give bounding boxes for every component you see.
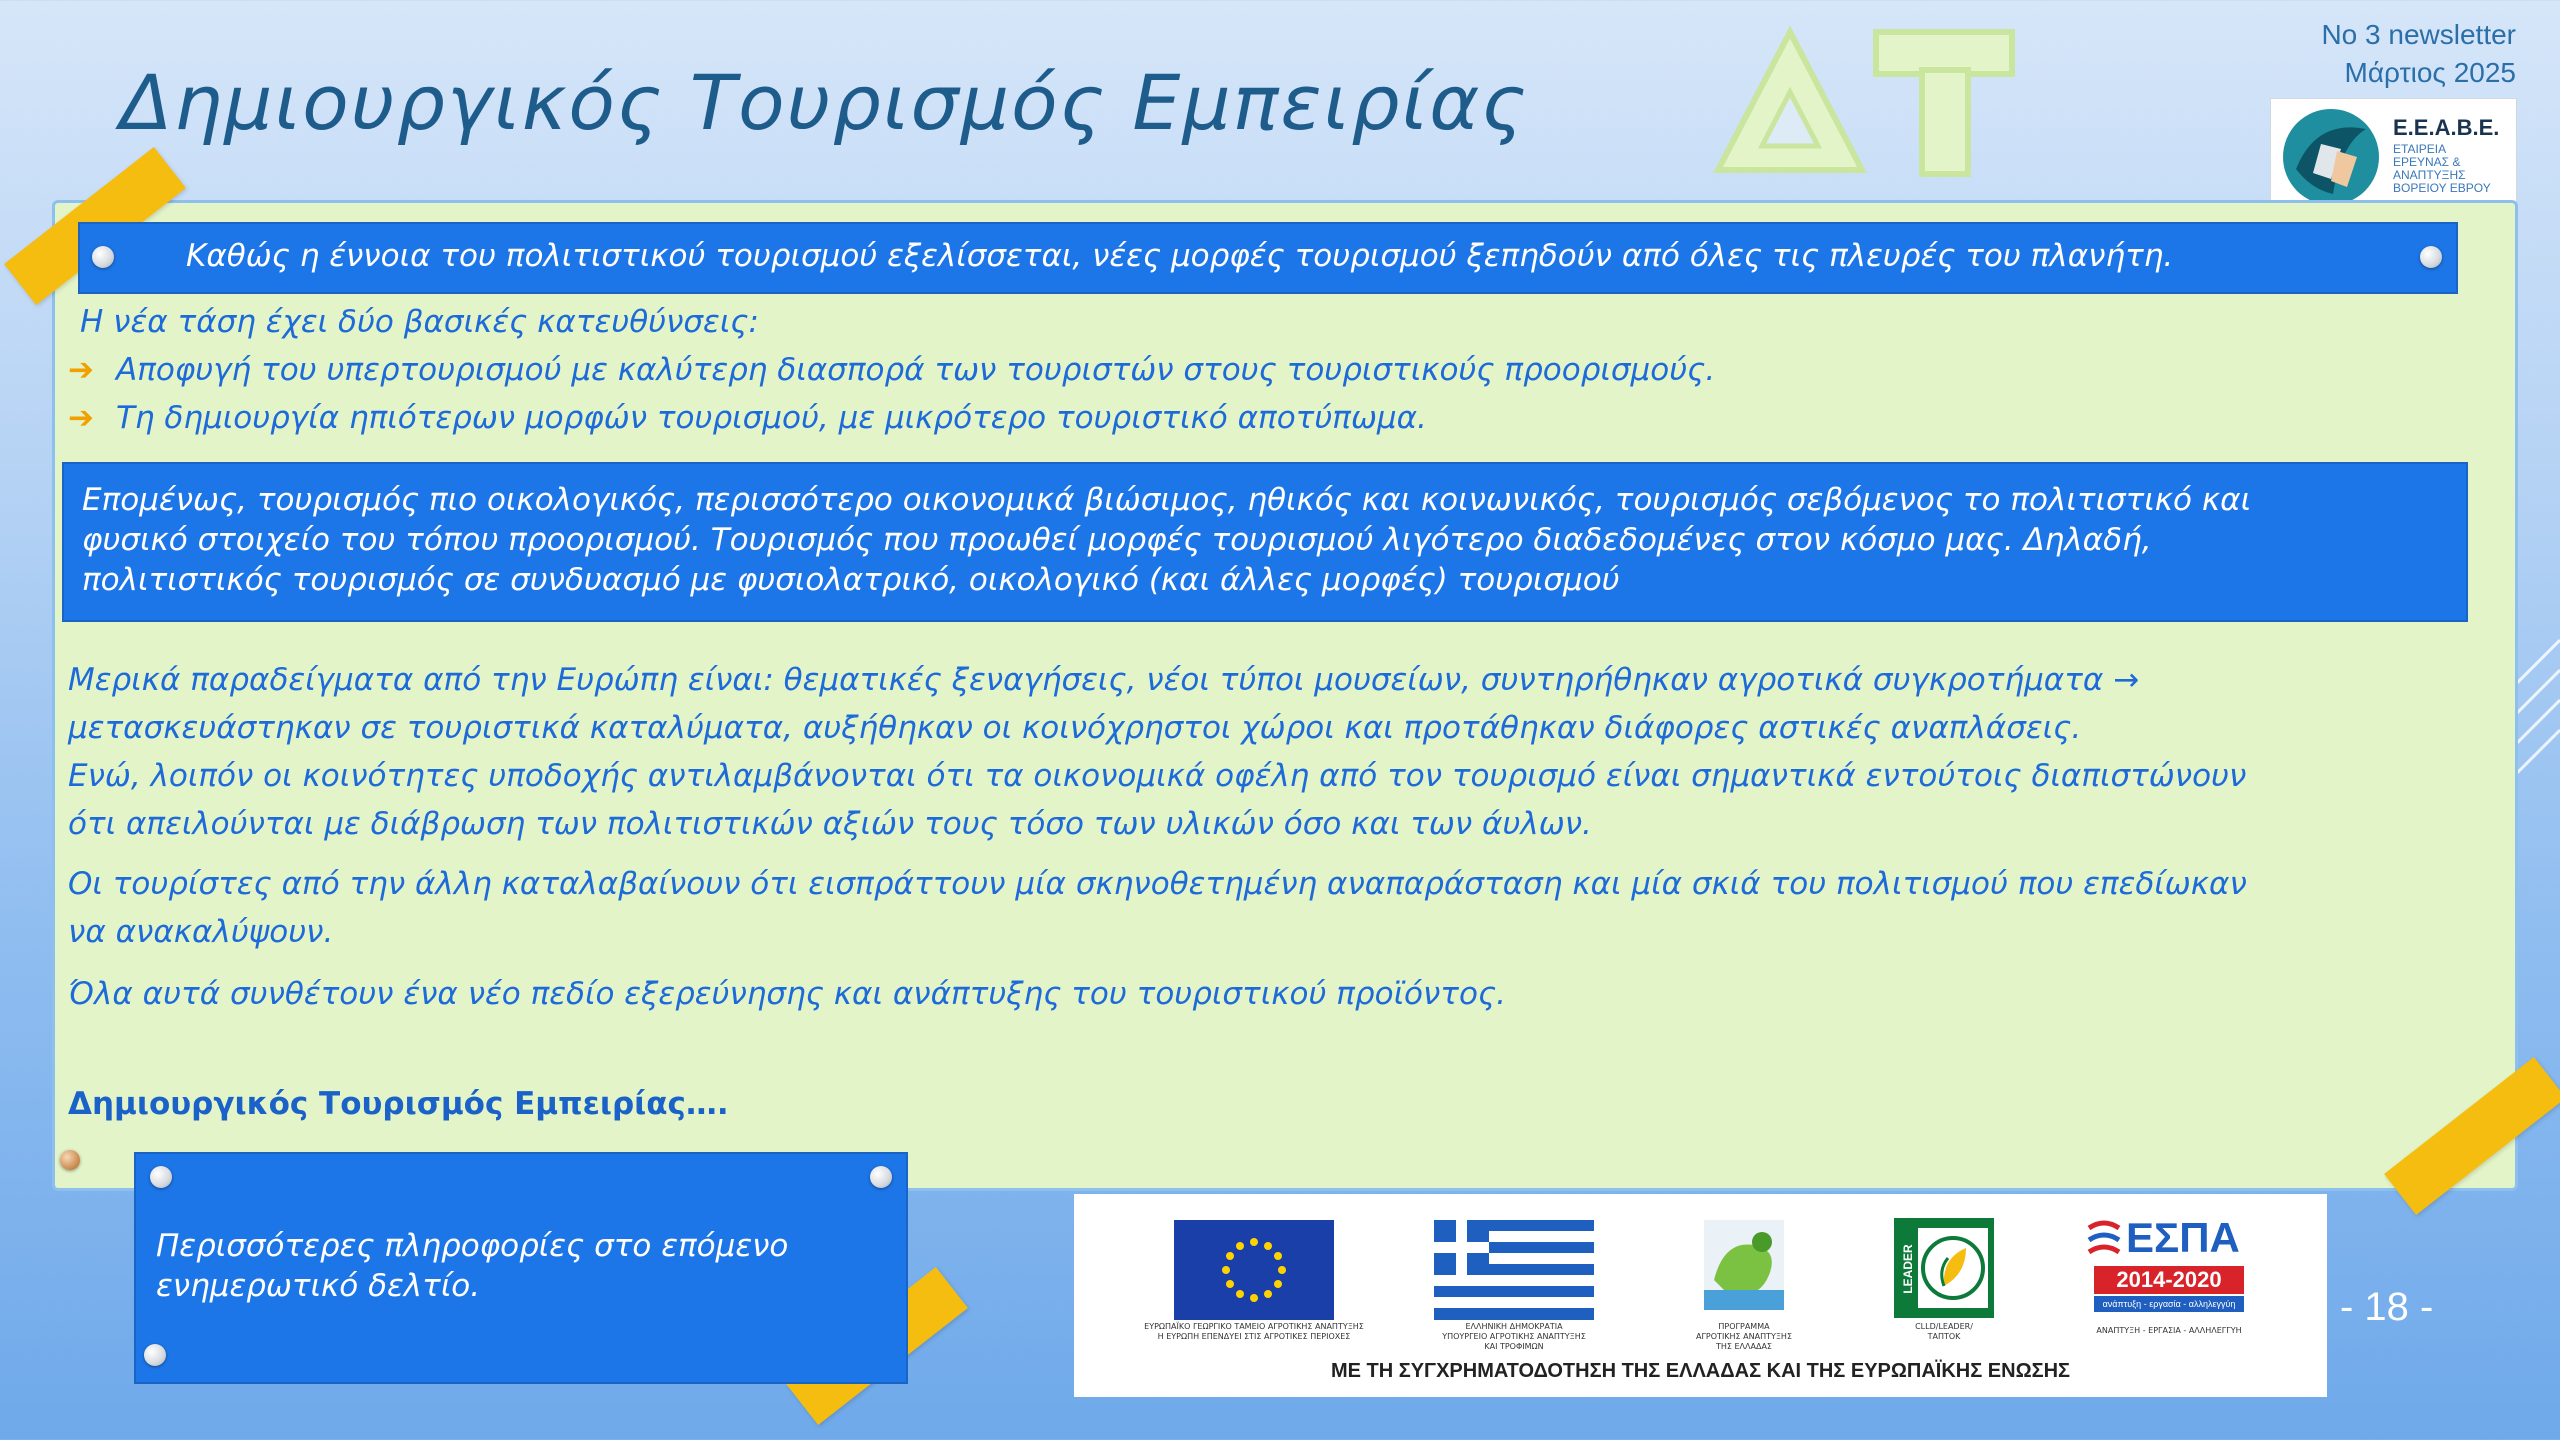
bullet-text: Αποφυγή του υπερτουρισμού με καλύτερη διασπορά των τουριστών στους τουριστικούς προορισμούς. [115,352,1716,388]
caption-line: Η ΕΥΡΩΠΗ ΕΠΕΝΔΥΕΙ ΣΤΙΣ ΑΓΡΟΤΙΚΕΣ ΠΕΡΙΟΧΕΣ [1157,1332,1351,1341]
org-line-1: ΕΤΑΙΡΕΙΑ [2393,142,2447,156]
body-line: μετασκευάστηκαν σε τουριστικά καταλύματα, αυξήθηκαν οι κοινόχρηστοι χώροι και προτάθηκαν διάφορες αστικές αναπλάσεις. [68,710,2082,746]
caption-line: ΠΡΟΓΡΑΜΜΑ [1718,1322,1770,1331]
body-paragraph-2 [68,860,2247,956]
middle-banner-line-3: πολιτιστικός τουρισμός σε συνδυασμό με φυσιολατρικό, οικολογικό (και άλλες μορφές) τουρισμού [82,562,1620,598]
leader-label: LEADER [1901,1244,1915,1294]
caption-line: ΤΗΣ ΕΛΛΑΔΑΣ [1716,1342,1772,1351]
bullet-text: Τη δημιουργία ηπιότερων μορφών τουρισμού, με μικρότερο τουριστικό αποτύπωμα. [115,400,1427,436]
body-paragraph-1 [68,656,2246,848]
org-line-3: ΑΝΑΠΤΥΞΗΣ [2393,168,2466,182]
body-line: Οι τουρίστες από την άλλη καταλαβαίνουν ότι εισπράττουν μία σκηνοθετημένη αναπαράσταση και μία σκιά του πολιτισμού που επεδίωκαν [68,866,2247,902]
page-title: Δημιουργικός Τουρισμός Εμπειρίας [120,58,1528,147]
pin-icon [144,1344,166,1366]
newsletter-info [2321,16,2516,92]
body-line: Ενώ, λοιπόν οι κοινότητες υποδοχής αντιλαμβάνονται ότι τα οικονομικά οφέλη από τον τουρισμό είναι σημαντικά εντούτοις διαπιστώνουν [68,758,2247,794]
pin-icon [150,1166,172,1188]
org-name: Ε.Ε.Α.Β.Ε. [2393,115,2500,140]
newsletter-date: Μάρτιος 2025 [2344,57,2516,88]
rural-program-logo-icon [1684,1220,1804,1320]
caption-line: ΕΥΡΩΠΑΪΚΟ ΓΕΩΡΓΙΚΟ ΤΑΜΕΙΟ ΑΓΡΟΤΙΚΗΣ ΑΝΑΠΤΥΞΗΣ [1144,1322,1364,1331]
list-item [68,400,1427,436]
eeabe-emblem-icon [2271,99,2391,211]
caption-line: ΤΑΠΤΟΚ [1927,1332,1961,1341]
trend-heading: Η νέα τάση έχει δύο βασικές κατευθύνσεις: [80,304,759,340]
arrow-right-icon: ➔ [68,352,94,388]
leader-caption [1874,1322,2014,1342]
espa-slogan: ανάπτυξη - εργασία - αλληλεγγύη [2094,1296,2244,1312]
intro-text: Καθώς η έννοια του πολιτιστικού τουρισμού εξελίσσεται, νέες μορφές τουρισμού ξεπηδούν από όλες τις πλευρές του πλανήτη. [186,238,2174,274]
organization-logo [2270,98,2517,212]
middle-banner-line-2: φυσικό στοιχείο του τόπου προορισμού. Τουρισμός που προωθεί μορφές τουρισμού λιγότερο διαδεδομένες στον κόσμο μας. Δηλαδή, [82,522,2152,558]
eu-flag-icon [1174,1220,1334,1320]
pin-icon [870,1166,892,1188]
list-item [68,352,1715,388]
body-line: Μερικά παραδείγματα από την Ευρώπη είναι: θεματικές ξεναγήσεις, νέοι τύποι μουσείων, συντηρήθηκαν αγροτικά συγκροτήματα → [68,662,2140,698]
arrow-right-icon: ➔ [68,400,94,436]
org-line-2: ΕΡΕΥΝΑΣ & [2393,155,2461,169]
dt-logo-icon [1700,20,2020,180]
middle-banner [62,462,2468,622]
funding-logos [1074,1194,2327,1397]
note-line-1: Περισσότερες πληροφορίες στο επόμενο [156,1228,789,1264]
funding-footer: ΜΕ ΤΗ ΣΥΓΧΡΗΜΑΤΟΔΟΤΗΣΗ ΤΗΣ ΕΛΛΑΔΑΣ ΚΑΙ ΤΗΣ ΕΥΡΩΠΑΪΚΗΣ ΕΝΩΣΗΣ [1330,1360,2071,1382]
page-number: - 18 - [2340,1285,2434,1329]
intro-banner [78,222,2458,294]
note-line-2: ενημερωτικό δελτίο. [156,1268,481,1304]
greek-flag-icon [1434,1220,1594,1320]
espa-logo [2084,1214,2254,1324]
caption-line: ΕΛΛΗΝΙΚΗ ΔΗΜΟΚΡΑΤΙΑ [1465,1322,1563,1331]
leader-logo [1894,1218,1994,1318]
espa-years: 2014-2020 [2094,1266,2244,1294]
caption-line: ΥΠΟΥΡΓΕΙΟ ΑΓΡΟΤΙΚΗΣ ΑΝΑΠΤΥΞΗΣ [1442,1332,1586,1341]
pin-icon [92,246,114,268]
body-line: ότι απειλούνται με διάβρωση των πολιτιστικών αξιών τους τόσο των υλικών όσο και των άυλων. [68,806,1592,842]
gr-caption [1404,1322,1624,1352]
closing-heading: Δημιουργικός Τουρισμός Εμπειρίας…. [68,1086,729,1122]
org-line-4: ΒΟΡΕΙΟΥ ΕΒΡΟΥ [2393,181,2491,195]
program-caption [1664,1322,1824,1352]
note-card [134,1152,908,1384]
espa-caption: ΑΝΑΠΤΥΞΗ - ΕΡΓΑΣΙΑ - ΑΛΛΗΛΕΓΓΥΗ [2096,1326,2242,1335]
newsletter-issue: Νο 3 newsletter [2321,19,2516,50]
body-paragraph-3: Όλα αυτά συνθέτουν ένα νέο πεδίο εξερεύνησης και ανάπτυξης του τουριστικού προϊόντος. [68,976,1506,1012]
caption-line: ΚΑΙ ΤΡΟΦΙΜΩΝ [1484,1342,1544,1351]
caption-line: CLLD/LEADER/ [1915,1322,1973,1331]
eu-caption [1114,1322,1394,1342]
espa-wave-icon [2084,1218,2124,1268]
espa-title: ΕΣΠΑ [2126,1214,2240,1261]
middle-banner-line-1: Επομένως, τουρισμός πιο οικολογικός, περισσότερο οικονομικά βιώσιμος, ηθικός και κοινωνικός, τουρισμός σεβόμενος το πολιτιστικό και [82,482,2252,518]
pin-icon [60,1150,80,1170]
body-line: να ανακαλύψουν. [68,914,334,950]
caption-line: ΑΓΡΟΤΙΚΗΣ ΑΝΑΠΤΥΞΗΣ [1696,1332,1792,1341]
pin-icon [2420,246,2442,268]
